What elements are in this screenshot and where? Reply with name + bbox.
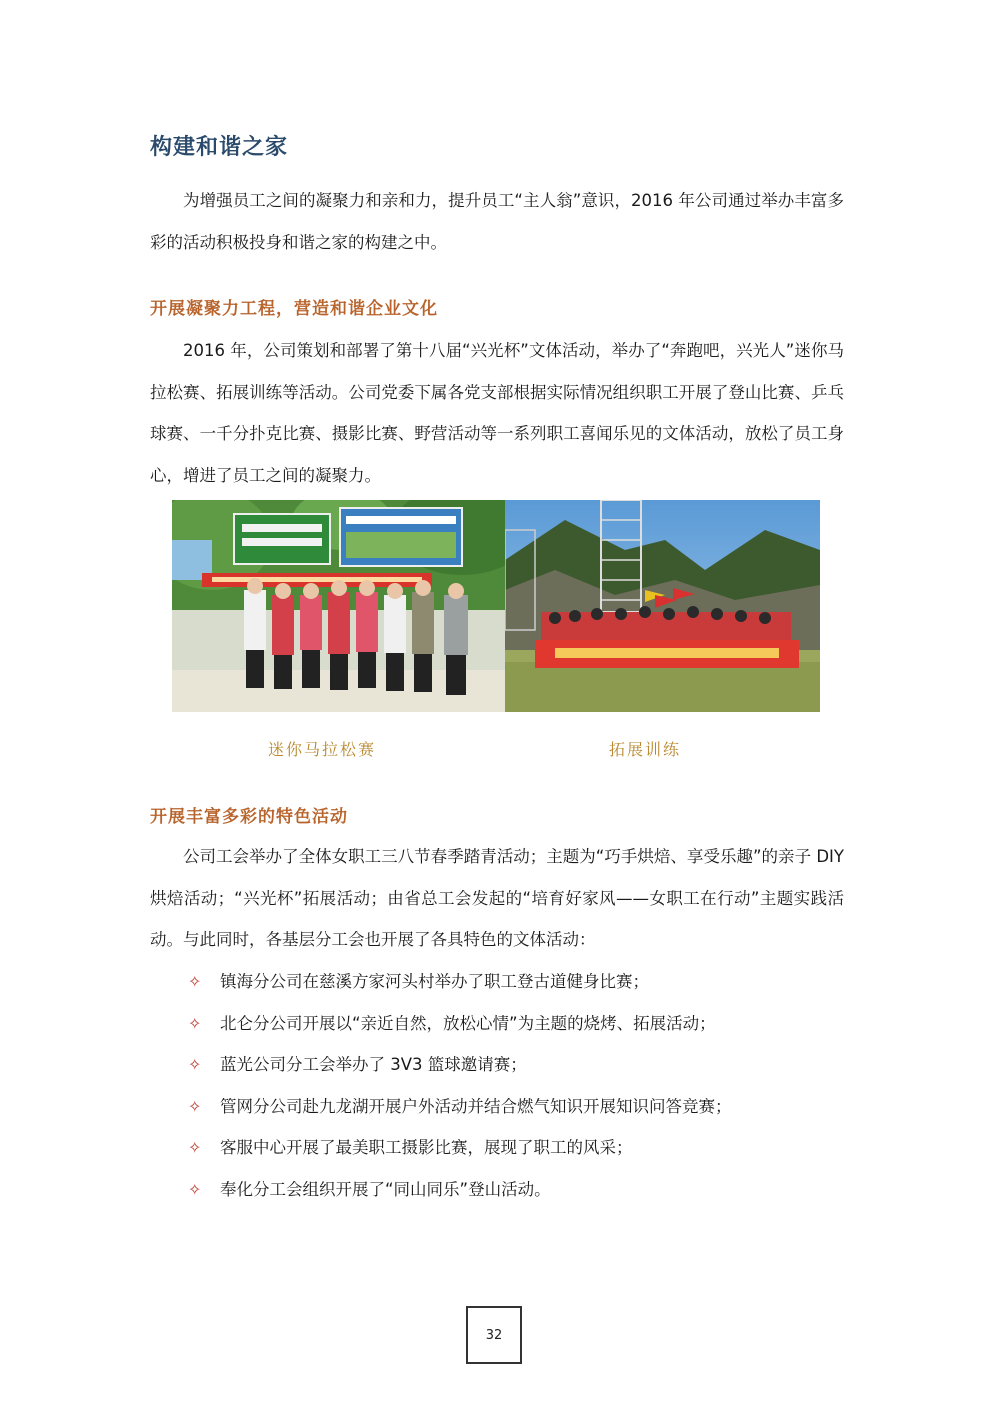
- marathon-caption: 迷你马拉松赛: [267, 740, 376, 759]
- marathon-photo: [172, 500, 505, 712]
- list-item: [188, 1086, 848, 1128]
- list-item: [188, 1169, 848, 1211]
- page-title: 构建和谐之家: [150, 135, 289, 160]
- list-item: [188, 961, 848, 1003]
- intro-paragraph: 为增强员工之间的凝聚力和亲和力，提升员工“主人翁”意识，2016 年公司通过举办丰富多彩的活动积极投身和谐之家的构建之中。: [150, 191, 844, 252]
- list-item: [188, 1003, 848, 1045]
- diamond-star-icon: ✧: [188, 972, 202, 991]
- list-item-text: 蓝光公司分工会举办了 3V3 篮球邀请赛；: [220, 1055, 527, 1075]
- list-item-text: 北仑分公司开展以“亲近自然，放松心情”为主题的烧烤、拓展活动；: [220, 1013, 716, 1033]
- page-number: 32: [466, 1306, 522, 1364]
- training-photo: [505, 500, 820, 712]
- training-caption: 拓展训练: [608, 740, 681, 759]
- list-item-text: 管网分公司赴九龙湖开展户外活动并结合燃气知识开展知识问答竞赛；: [220, 1096, 732, 1116]
- diamond-star-icon: ✧: [188, 1096, 202, 1116]
- diamond-star-icon: ✧: [188, 1179, 202, 1199]
- list-item-text: 奉化分工会组织开展了“同山同乐”登山活动。: [220, 1179, 551, 1199]
- diamond-star-icon: ✧: [188, 1055, 202, 1075]
- list-item-text: 客服中心开展了最美职工摄影比赛，展现了职工的风采；: [220, 1138, 633, 1158]
- section2-paragraph: 公司工会举办了全体女职工三八节春季踏青活动；主题为“巧手烘焙、享受乐趣”的亲子 DIY 烘焙活动；“兴光杯”拓展活动；由省总工会发起的“培育好家风——女职工在行动”主题实践活动。与此同时，各基层分工会也开展了各具特色的文体活动：: [150, 847, 844, 949]
- section2-heading: 开展丰富多彩的特色活动: [150, 807, 348, 827]
- activity-list: [188, 961, 848, 1211]
- diamond-star-icon: ✧: [188, 1138, 202, 1158]
- section1-heading: 开展凝聚力工程，营造和谐企业文化: [150, 299, 438, 319]
- list-item: [188, 1044, 848, 1086]
- list-item-text: 镇海分公司在慈溪方家河头村举办了职工登古道健身比赛；: [220, 972, 649, 991]
- diamond-star-icon: ✧: [188, 1013, 202, 1033]
- list-item: [188, 1127, 848, 1169]
- section1-paragraph: 2016 年，公司策划和部署了第十八届“兴光杯”文体活动，举办了“奔跑吧，兴光人”迷你马拉松赛、拓展训练等活动。公司党委下属各党支部根据实际情况组织职工开展了登山比赛、乒乓球赛、一千分扑克比赛、摄影比赛、野营活动等一系列职工喜闻乐见的文体活动，放松了员工身心，增进了员工之间的凝聚力。: [150, 341, 844, 485]
